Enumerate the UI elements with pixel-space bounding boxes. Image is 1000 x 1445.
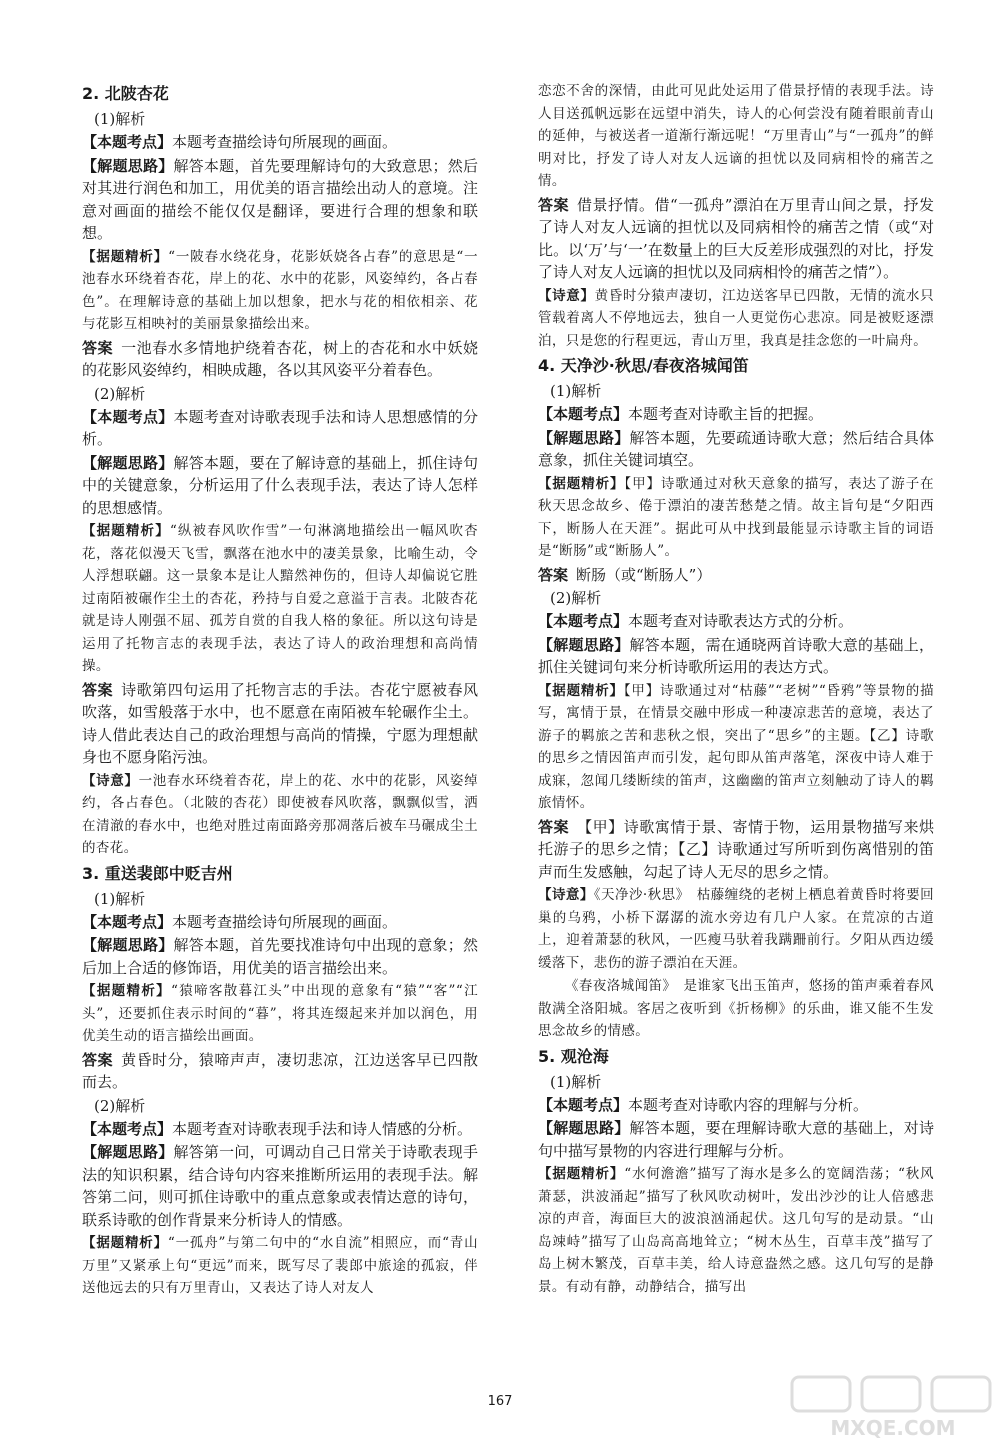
text-paragraph <box>538 884 934 974</box>
section-title: 5. 观沧海 <box>538 1046 609 1066</box>
text-paragraph <box>82 520 478 678</box>
text-paragraph <box>82 1141 478 1231</box>
text-paragraph <box>82 337 478 382</box>
text-paragraph <box>82 406 478 451</box>
field-label: 【解题思路】 <box>538 1119 630 1137</box>
right-column <box>538 80 934 1299</box>
subsection-label: (2)解析 <box>94 1096 146 1115</box>
answer-label: 答案 <box>538 565 569 584</box>
text-paragraph <box>538 610 934 633</box>
text-paragraph <box>82 770 478 860</box>
subsection-label: (1)解析 <box>550 1072 602 1091</box>
text-paragraph <box>538 564 934 587</box>
paragraph-text: 本题考查描绘诗句所展现的画面。 <box>172 133 398 151</box>
paragraph-text: 《春夜洛城闻笛》 是谁家飞出玉笛声，悠扬的笛声乘着春风散满全洛阳城。客居之夜听到《折杨柳》的乐曲，谁又能不生发思念故乡的情感。 <box>538 978 934 1039</box>
text-paragraph <box>538 1094 934 1117</box>
watermark-text: MXQE.COM <box>830 1416 956 1440</box>
subsection-label: (1)解析 <box>550 382 602 400</box>
text-paragraph <box>82 1118 478 1141</box>
text-paragraph <box>82 452 478 520</box>
text-paragraph <box>82 155 478 245</box>
paragraph-text: “一陂春水绕花身，花影妖娆各占春”的意思是“一池春水环绕着杏花，岸上的花、水中的花影，风姿绰约，各占春色”。在理解诗意的基础上加以想象，把水与花的相依相亲、花与花影互相映衬的美丽景象描绘出来。 <box>82 248 478 332</box>
paragraph-text: 黄昏时分猿声凄切，江边送客早已四散，无情的流水只管载着离人不停地远去，独自一人更觉伤心悲凉。同是被贬逐漂泊，只是您的行程更远，青山万里，我真是挂念您的一叶扁舟。 <box>538 287 934 349</box>
answer-label: 答案 <box>82 680 114 699</box>
field-label: 【解题思路】 <box>538 635 630 654</box>
section-title: 2. 北陂杏花 <box>82 84 169 103</box>
field-label: 【本题考点】 <box>82 1119 173 1138</box>
paragraph-text: 本题考查描绘诗句所展现的画面。 <box>172 912 398 931</box>
subsection-label: (2)解析 <box>94 384 146 403</box>
paragraph-text: 【甲】诗歌通过对“枯藤”“老树”“昏鸦”等景物的描写，寓情于景，在情景交融中形成一种凄凉悲苦的意境，表达了游子的羁旅之苦和悲秋之恨，突出了“思乡”的主题。【乙】诗歌的思乡之情因笛声而引发，起句即从笛声落笔，深夜中诗人难于成寐，忽闻几缕断续的笛声，这幽幽的笛声立刻触动了诗人的羁旅情怀。 <box>538 682 934 811</box>
text-paragraph <box>82 1232 478 1300</box>
field-label: 【本题考点】 <box>82 912 173 931</box>
paragraph-text: “纵被春风吹作雪”一句淋漓地描绘出一幅风吹杏花，落花似漫天飞雪，飘落在池水中的凄美景象，比喻生动，令人浮想联翩。这一景象本是让人黯然神伤的，但诗人却偏说它胜过南陌被碾作尘土的杏花，矜持与自爱之意溢于言表。北陂杏花就是诗人刚强不屈、孤芳自赏的自我人格的象征。所以这句诗是运用了托物言志的表现手法，表达了诗人的政治理想和高尚情操。 <box>82 523 478 674</box>
paragraph-text: “猿啼客散暮江头”中出现的意象有“猿”“客”“江头”，还要抓住表示时间的“暮”，将其连缀起来并加以润色，用优美生动的语言描绘出画面。 <box>82 983 478 1044</box>
answer-label: 答案 <box>538 195 570 214</box>
watermark-box-1 <box>792 1377 850 1411</box>
answer-label: 答案 <box>82 338 114 357</box>
text-paragraph <box>538 194 934 284</box>
paragraph-text: 解答本题，首先要理解诗句的大致意思；然后对其进行润色和加工，用优美的语言描绘出动人的意境。注意对画面的描绘不能仅仅是翻译，要进行合理的想象和联想。 <box>82 156 478 242</box>
section-title: 3. 重送裴郎中贬吉州 <box>82 863 233 883</box>
paragraph-text: “一孤舟”与第二句中的“水自流”相照应，而“青山万里”又紧承上句“更远”而来，既写尽了裴郎中旅途的孤寂，伴送他远去的只有万里青山，又表达了诗人对友人 <box>82 1235 479 1296</box>
paragraph-text: 解答本题，首先要找准诗句中出现的意象；然后加上合适的修饰语，用优美的语言描绘出来。 <box>82 936 478 977</box>
text-paragraph <box>538 285 934 353</box>
text-paragraph <box>538 1117 934 1162</box>
text-paragraph <box>82 246 478 336</box>
watermark-box-3 <box>932 1377 990 1411</box>
text-paragraph <box>82 679 478 769</box>
field-label: 【解题思路】 <box>538 428 630 447</box>
paragraph-text: 断肠（或“断肠人”） <box>576 565 712 584</box>
text-paragraph <box>538 427 934 472</box>
paragraph-text: 诗歌第四句运用了托物言志的手法。杏花宁愿被春风吹落，如雪般落于水中，也不愿意在南陌被车轮碾作尘土。诗人借此表达自己的政治理想与高尚的情操，宁愿为理想献身也不愿身陷污浊。 <box>82 680 478 766</box>
left-column <box>82 80 478 1301</box>
paragraph-text: 本题考查对诗歌表达方式的分析。 <box>628 612 854 630</box>
paragraph-text: 【甲】诗歌寓情于景、寄情于物，运用景物描写来烘托游子的思乡之情；【乙】诗歌通过写所听到伤离惜别的笛声而生发感触，勾起了诗人无尽的思乡之情。 <box>538 817 934 881</box>
text-paragraph <box>82 1049 478 1094</box>
paragraph-text: 借景抒情。借“一孤舟”漂泊在万里青山间之景，抒发了诗人对友人远谪的担忧以及同病相怜的痛苦之情（或“对比。以‘万’与‘一’在数量上的巨大反差形成强烈的对比，抒发了诗人对友人远谪的担忧以及同病相怜的痛苦之情”）。 <box>538 195 934 281</box>
field-label: 【据题精析】 <box>82 1235 168 1251</box>
paragraph-text: 《天净沙·秋思》 枯藤缠绕的老树上栖息着黄昏时将要回巢的乌鸦，小桥下潺潺的流水旁边有几户人家。在荒凉的古道上，迎着萧瑟的秋风，一匹瘦马驮着我蹒跚前行。夕阳从西边缓缓落下，悲伤的游子漂泊在天涯。 <box>538 887 934 971</box>
field-label: 【解题思路】 <box>82 1143 174 1161</box>
paragraph-text: 恋恋不舍的深情，由此可见此处运用了借景抒情的表现手法。诗人目送孤帆远影在远望中消失，诗人的心何尝没有随着眼前青山的延伸，与被送者一道渐行渐远呢！“万里青山”与“一孤舟”的鲜明对比，抒发了诗人对友人远谪的担忧以及同病相怜的痛苦之情。 <box>538 83 934 189</box>
field-label: 【据题精析】 <box>538 682 624 699</box>
paragraph-text: 解答本题，需在通晓两首诗歌大意的基础上，抓住关键词句来分析诗歌所运用的表达方式。 <box>538 635 934 676</box>
paragraph-text: 解答第一问，可调动自己日常关于诗歌表现手法的知识积累，结合诗句内容来推断所运用的表现手法。解答第二问，则可抓住诗歌中的重点意象或表情达意的诗句，联系诗歌的创作背景来分析诗人的情感。 <box>82 1143 478 1229</box>
paragraph-text: 一池春水环绕着杏花，岸上的花、水中的花影，风姿绰约，各占春色。（北陂的杏花）即使被春风吹落，飘飘似雪，洒在清澈的春水中，也绝对胜过南面路旁那凋落后被车马碾成尘土的杏花。 <box>82 772 478 856</box>
field-label: 【解题思路】 <box>82 936 174 954</box>
subsection-label: (2)解析 <box>550 589 602 607</box>
field-label: 【本题考点】 <box>82 407 174 426</box>
answer-label: 答案 <box>82 1050 114 1069</box>
paragraph-text: “水何澹澹”描写了海水是多么的宽阔浩荡；“秋风萧瑟，洪波涌起”描写了秋风吹动树叶，发出沙沙的让人倍感悲凉的声音，海面巨大的波浪汹涌起伏。这几句写的是动景。“山岛竦峙”描写了山岛高高地耸立；“树木丛生，百草丰茂”描写了岛上树木繁茂，百草丰美，给人诗意盎然之感。这几句写的是静景。有动有静，动静结合，描写出 <box>538 1166 935 1295</box>
text-paragraph <box>538 403 934 426</box>
field-label: 【诗意】 <box>538 887 594 903</box>
text-paragraph <box>538 80 934 193</box>
paragraph-text: 解答本题，先要疏通诗歌大意；然后结合具体意象，抓住关键词填空。 <box>538 428 934 469</box>
paragraph-text: 解答本题，要在了解诗意的基础上，抓住诗句中的关键意象，分析运用了什么表现手法，表达了诗人怎样的思想感情。 <box>82 453 478 517</box>
paragraph-text: 本题考查对诗歌表现手法和诗人情感的分析。 <box>172 1119 473 1138</box>
watermark-box-2 <box>862 1377 920 1411</box>
text-paragraph <box>82 131 478 154</box>
text-paragraph <box>538 473 934 563</box>
field-label: 【本题考点】 <box>82 133 173 151</box>
field-label: 【诗意】 <box>538 287 595 304</box>
text-paragraph <box>538 975 934 1043</box>
watermark-logo <box>790 1375 996 1441</box>
paragraph-text: 【甲】诗歌通过对秋天意象的描写，表达了游子在秋天思念故乡、倦于漂泊的凄苦愁楚之情。故主旨句是“夕阳西下，断肠人在天涯”。据此可从中找到最能显示诗歌主旨的词语是“断肠”或“断肠人”。 <box>538 475 934 559</box>
paragraph-text: 本题考查对诗歌表现手法和诗人思想感情的分析。 <box>82 407 478 448</box>
paragraph-text: 一池春水多情地护绕着杏花，树上的杏花和水中妖娆的花影风姿绰约，相映成趣，各以其风姿平分着春色。 <box>82 338 478 379</box>
paragraph-text: 黄昏时分，猿啼声声，凄切悲凉，江边送客早已四散而去。 <box>82 1050 478 1091</box>
field-label: 【诗意】 <box>82 772 139 789</box>
paragraph-text: 本题考查对诗歌内容的理解与分析。 <box>628 1095 869 1114</box>
text-paragraph <box>538 680 934 815</box>
subsection-label: (1)解析 <box>94 889 146 908</box>
text-paragraph <box>538 1163 934 1298</box>
paragraph-text: 本题考查对诗歌主旨的把握。 <box>628 405 824 423</box>
section-title: 4. 天净沙·秋思/春夜洛城闻笛 <box>538 356 749 375</box>
field-label: 【解题思路】 <box>82 156 174 175</box>
field-label: 【解题思路】 <box>82 453 174 472</box>
answer-label: 答案 <box>538 817 570 836</box>
field-label: 【本题考点】 <box>538 612 629 630</box>
text-paragraph <box>538 634 934 679</box>
page-number: 167 <box>487 1394 513 1409</box>
text-paragraph <box>82 934 478 979</box>
text-paragraph <box>82 911 478 934</box>
field-label: 【据题精析】 <box>82 248 169 265</box>
field-label: 【本题考点】 <box>538 405 629 423</box>
paragraph-text: 解答本题，要在理解诗歌大意的基础上，对诗句中描写景物的内容进行理解与分析。 <box>538 1119 934 1160</box>
field-label: 【据题精析】 <box>82 983 171 999</box>
subsection-label: (1)解析 <box>94 110 146 128</box>
field-label: 【据题精析】 <box>538 1166 625 1182</box>
text-paragraph <box>82 980 478 1048</box>
text-paragraph <box>538 816 934 884</box>
field-label: 【据题精析】 <box>82 523 170 539</box>
field-label: 【据题精析】 <box>538 475 625 492</box>
field-label: 【本题考点】 <box>538 1095 629 1114</box>
